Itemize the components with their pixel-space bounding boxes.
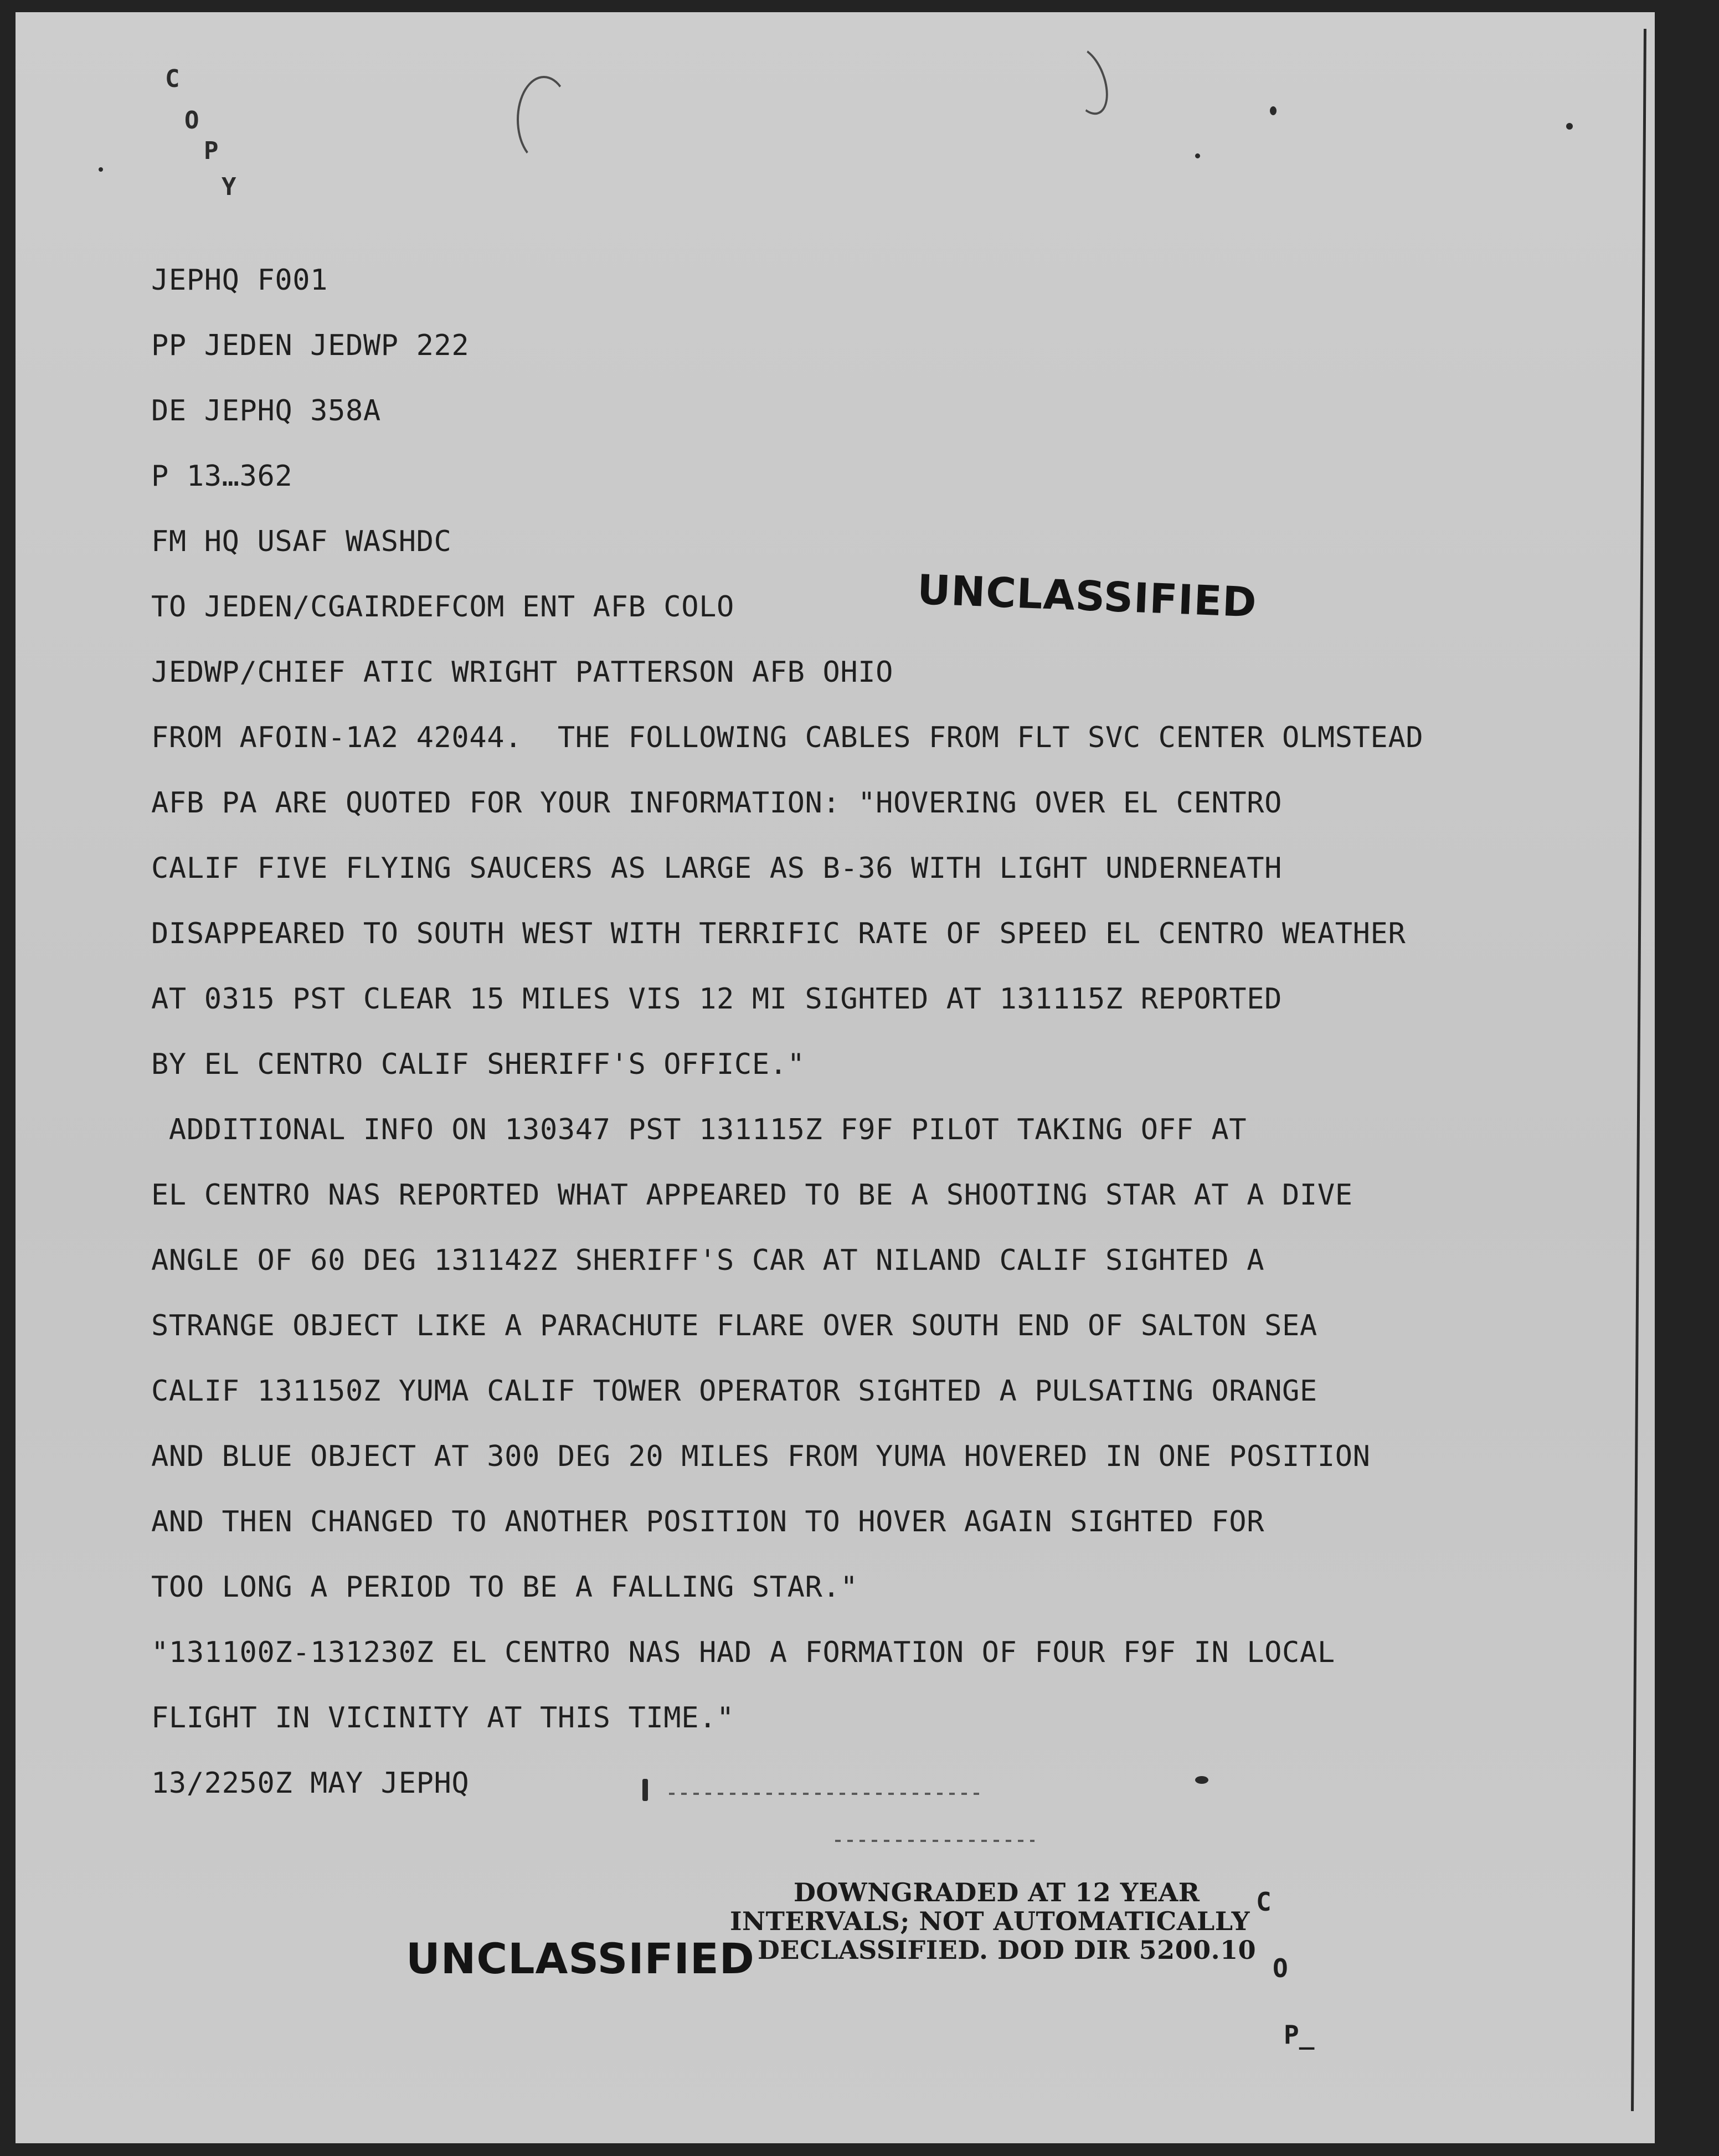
teletype-line: AFB PA ARE QUOTED FOR YOUR INFORMATION: "HOVERING OVER EL CENTRO (151, 786, 1283, 820)
teletype-line: JEDWP/CHIEF ATIC WRIGHT PATTERSON AFB OHIO (151, 656, 894, 689)
copy-mark-letter: C (165, 65, 180, 93)
dotted-line (835, 1840, 1035, 1842)
unclassified-stamp: UNCLASSIFIED (916, 566, 1258, 627)
teletype-line: CALIF 131150Z YUMA CALIF TOWER OPERATOR SIGHTED A PULSATING ORANGE (151, 1375, 1317, 1408)
scan-smudge (1057, 41, 1116, 121)
teletype-line: EL CENTRO NAS REPORTED WHAT APPEARED TO BE A SHOOTING STAR AT A DIVE (151, 1179, 1353, 1212)
downgrade-notice (730, 1879, 1289, 1965)
teletype-line: 13/2250Z MAY JEPHQ (151, 1767, 470, 1800)
teletype-line: TOO LONG A PERIOD TO BE A FALLING STAR." (151, 1571, 858, 1604)
teletype-line: FROM AFOIN-1A2 42044. THE FOLLOWING CABLES FROM FLT SVC CENTER OLMSTEAD (151, 721, 1424, 754)
teletype-line: FLIGHT IN VICINITY AT THIS TIME." (151, 1701, 734, 1735)
copy-mark-letter: O (184, 106, 199, 135)
teletype-line: PP JEDEN JEDWP 222 (151, 329, 470, 362)
teletype-line: CALIF FIVE FLYING SAUCERS AS LARGE AS B-36 WITH LIGHT UNDERNEATH (151, 852, 1283, 885)
unclassified-stamp: UNCLASSIFIED (406, 1934, 755, 1983)
copy-mark-letter: P (204, 137, 219, 165)
scan-smudge (517, 76, 571, 163)
teletype-line: AT 0315 PST CLEAR 15 MILES VIS 12 MI SIGHTED AT 131115Z REPORTED (151, 982, 1283, 1016)
teletype-line: BY EL CENTRO CALIF SHERIFF'S OFFICE." (151, 1048, 805, 1081)
page-edge-line (1631, 29, 1646, 2111)
side-mark-letter: O (1273, 1953, 1288, 1983)
teletype-line: TO JEDEN/CGAIRDEFCOM ENT AFB COLO (151, 590, 734, 624)
teletype-line: STRANGE OBJECT LIKE A PARACHUTE FLARE OVER SOUTH END OF SALTON SEA (151, 1309, 1317, 1342)
teletype-line: ANGLE OF 60 DEG 131142Z SHERIFF'S CAR AT NILAND CALIF SIGHTED A (151, 1244, 1265, 1277)
teletype-line: ADDITIONAL INFO ON 130347 PST 131115Z F9F PILOT TAKING OFF AT (151, 1113, 1247, 1146)
teletype-line: AND THEN CHANGED TO ANOTHER POSITION TO HOVER AGAIN SIGHTED FOR (151, 1505, 1265, 1538)
downgrade-line: INTERVALS; NOT AUTOMATICALLY (730, 1906, 1250, 1936)
speck (99, 167, 103, 172)
teletype-line: JEPHQ F001 (151, 264, 328, 297)
speck (1270, 106, 1277, 115)
dotted-line (669, 1793, 979, 1795)
teletype-line: DISAPPEARED TO SOUTH WEST WITH TERRIFIC RATE OF SPEED EL CENTRO WEATHER (151, 917, 1406, 950)
speck (1195, 153, 1200, 158)
speck (642, 1779, 648, 1801)
speck (1566, 123, 1573, 130)
document-page (16, 12, 1655, 2143)
speck (1195, 1776, 1208, 1784)
downgrade-line: DOWNGRADED AT 12 YEAR (794, 1877, 1200, 1907)
teletype-line: "131100Z-131230Z EL CENTRO NAS HAD A FORMATION OF FOUR F9F IN LOCAL (151, 1636, 1335, 1669)
side-mark-letter: C (1256, 1887, 1272, 1917)
teletype-line: AND BLUE OBJECT AT 300 DEG 20 MILES FROM YUMA HOVERED IN ONE POSITION (151, 1440, 1371, 1473)
copy-mark-letter: Y (222, 173, 236, 201)
teletype-line: DE JEPHQ 358A (151, 394, 381, 428)
downgrade-line: DECLASSIFIED. DOD DIR 5200.10 (758, 1934, 1257, 1965)
side-mark-letter: P_ (1284, 2020, 1315, 2050)
teletype-line: FM HQ USAF WASHDC (151, 525, 452, 558)
teletype-line: P 13…362 (151, 460, 293, 493)
